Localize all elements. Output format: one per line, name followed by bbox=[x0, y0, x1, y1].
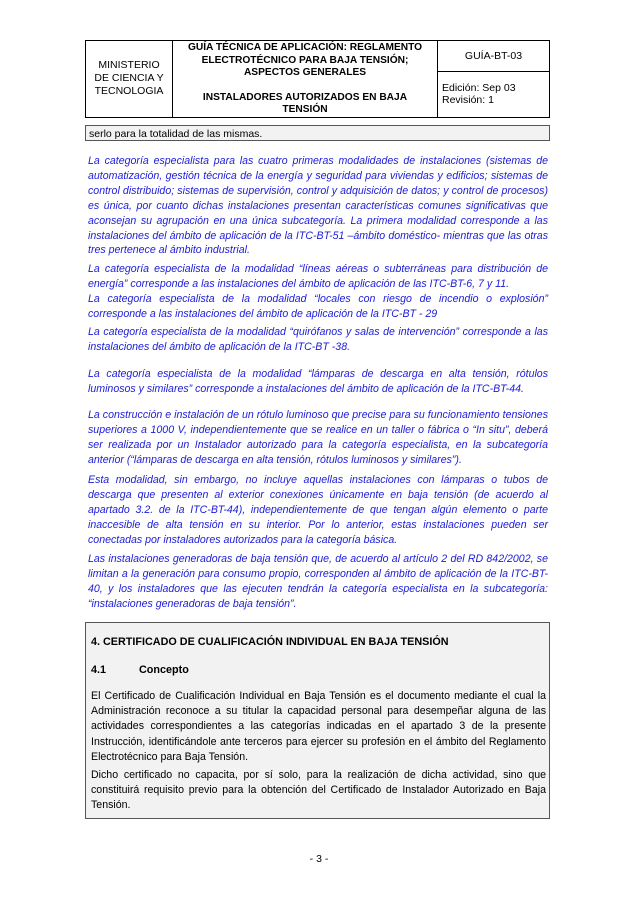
text-line: Dicho certificado no capacita, por sí solo, para la realización de dicha actividad, sino que bbox=[91, 769, 546, 781]
text-line: Esta modalidad, sin embargo, no incluye aquellas instalaciones con lámparas o tubos de bbox=[88, 474, 548, 486]
blue-paragraph bbox=[88, 262, 548, 322]
blue-paragraph bbox=[88, 325, 548, 355]
text-line: superiores a 1000 V, independientemente que se realice en un taller o fábrica o “In situ”, deberá bbox=[88, 423, 548, 436]
text-line: “instalaciones generadoras de baja tensión”. bbox=[88, 597, 297, 610]
section-certificate-box bbox=[85, 622, 550, 819]
page-number: - 3 - bbox=[309, 853, 329, 865]
text-line: 40, y los instaladores que las ejecuten tendrán la categoría especialista en la subcategoría: bbox=[88, 582, 548, 595]
text-line: aconsejan su agrupación en una única subcategoría. La primera modalidad corresponde a las bbox=[88, 214, 548, 227]
text-line: El Certificado de Cualificación Individual en Baja Tensión es el documento mediante el cual la bbox=[91, 690, 546, 702]
blue-paragraph bbox=[88, 367, 548, 397]
text-line: es única, por cuanto dichas instalaciones presentan características comunes significativas que bbox=[88, 199, 548, 212]
subsection-number: 4.1 bbox=[91, 664, 107, 676]
text-line: tres pertenece al ámbito industrial. bbox=[88, 244, 250, 257]
text-line: control distribuido; sistemas de supervisión, control y adquisición de datos; y control de procesos) bbox=[88, 184, 548, 197]
text-line: La categoría especialista de la modalidad “quirófanos y salas de intervención” corresponde a las bbox=[88, 326, 548, 338]
text-line: Administración reconoce a su titular la capacidad personal para desempeñar alguna de las bbox=[91, 705, 546, 718]
ministry-line: TECNOLOGIA bbox=[94, 85, 164, 98]
text-line: conectadas por instaladores autorizados para la categoría básica. bbox=[88, 533, 398, 546]
text-line: luminosos y similares” corresponde a instalaciones del ámbito de aplicación de la ITC-BT-44. bbox=[88, 382, 524, 395]
guide-code: GUÍA-BT-03 bbox=[438, 41, 550, 72]
edition-date: Edición: Sep 03 bbox=[442, 81, 516, 94]
text-line: anterior (“lámparas de descarga en alta tensión, rótulos luminosos y similares”). bbox=[88, 453, 462, 466]
text-line: Electrotécnico para Baja Tensión. bbox=[91, 750, 249, 763]
blue-paragraph bbox=[88, 408, 548, 468]
text-line: apartado 3.2. de la ITC-BT-44), independientemente de que tengan algún elemento o parte bbox=[88, 503, 548, 516]
blue-paragraph bbox=[88, 154, 548, 258]
section-paragraph bbox=[91, 689, 546, 765]
revision-number: Revisión: 1 bbox=[442, 94, 494, 107]
text-line: La categoría especialista para las cuatro primeras modalidades de instalaciones (sistemas de bbox=[88, 155, 548, 167]
text-line: Tensión. bbox=[91, 799, 131, 812]
guide-title-line: GUÍA TÉCNICA DE APLICACIÓN: REGLAMENTO bbox=[187, 42, 423, 53]
section-title: 4. CERTIFICADO DE CUALIFICACIÓN INDIVIDUAL EN BAJA TENSIÓN bbox=[91, 636, 449, 648]
text-line: constituirá requisito previo para la obtención del Certificado de Instalador Autorizado en Baja bbox=[91, 784, 546, 797]
blue-paragraph bbox=[88, 473, 548, 548]
section-paragraph bbox=[91, 768, 546, 814]
ministry-line: DE CIENCIA Y bbox=[94, 72, 164, 85]
text-line: actividades correspondientes a las categorías indicadas en el apartado 3 de la presente bbox=[91, 720, 546, 733]
subsection-title: Concepto bbox=[139, 664, 189, 676]
text-line: La categoría especialista de la modalidad “líneas aéreas o subterráneas para distribución de bbox=[88, 263, 548, 275]
text-line: energía” corresponde a las instalaciones del ámbito de aplicación de las ITC-BT-6, 7 y 11. bbox=[88, 277, 510, 290]
text-line: ser realizada por un Instalador autorizado para la categoría especialista, en la subcategoría bbox=[88, 438, 548, 451]
edition-cell bbox=[438, 72, 550, 118]
text-line: instalaciones del ámbito de aplicación de la ITC-BT-51 –ámbito doméstico- mientras que las otras bbox=[88, 229, 548, 242]
text-line: Las instalaciones generadoras de baja tensión que, de acuerdo al artículo 2 del RD 842/2002, se bbox=[88, 553, 548, 565]
guide-subtitle-line: TENSIÓN bbox=[282, 104, 328, 116]
text-line: limitan a la generación para consumo propio, corresponden al ámbito de aplicación de la ITC-BT- bbox=[88, 567, 548, 580]
guide-title-line: ELECTROTÉCNICO PARA BAJA TENSIÓN; bbox=[201, 54, 409, 66]
text-line: instalaciones del ámbito de aplicación de la ITC-BT -38. bbox=[88, 340, 351, 353]
continued-text-box: serlo para la totalidad de las mismas. bbox=[85, 125, 550, 141]
document-header bbox=[85, 40, 550, 118]
text-line: Instrucción, identificándole ante terceros para ejercer su profesión en el ámbito del Reglamento bbox=[91, 735, 546, 748]
text-line: La categoría especialista de la modalidad “lámparas de descarga en alta tensión, rótulos bbox=[88, 368, 548, 380]
text-line: La construcción e instalación de un rótulo luminoso que precise para su funcionamiento tensiones bbox=[88, 409, 548, 421]
text-line: La categoría especialista de la modalidad “locales con riesgo de incendio o explosión” bbox=[88, 292, 548, 305]
text-line: descarga que presenten al exterior conexiones únicamente en baja tensión (de acuerdo al bbox=[88, 488, 548, 501]
text-line: inaccesible de alta tensión en su interior. Por lo anterior, estas instalaciones pueden ser bbox=[88, 518, 548, 531]
blue-paragraph bbox=[88, 552, 548, 612]
subsection-heading bbox=[91, 664, 189, 676]
guide-subtitle-line: INSTALADORES AUTORIZADOS EN BAJA bbox=[202, 91, 408, 103]
ministry-line: MINISTERIO bbox=[98, 59, 160, 72]
text-line: corresponde a las instalaciones del ámbito de aplicación de la ITC-BT - 29 bbox=[88, 307, 438, 320]
ministry-cell bbox=[86, 41, 173, 118]
guide-title-line: ASPECTOS GENERALES bbox=[243, 67, 367, 79]
guide-title-cell bbox=[173, 41, 438, 118]
text-line: automatización, gestión técnica de la energía y seguridad para viviendas y edificios; sistemas de bbox=[88, 169, 548, 182]
